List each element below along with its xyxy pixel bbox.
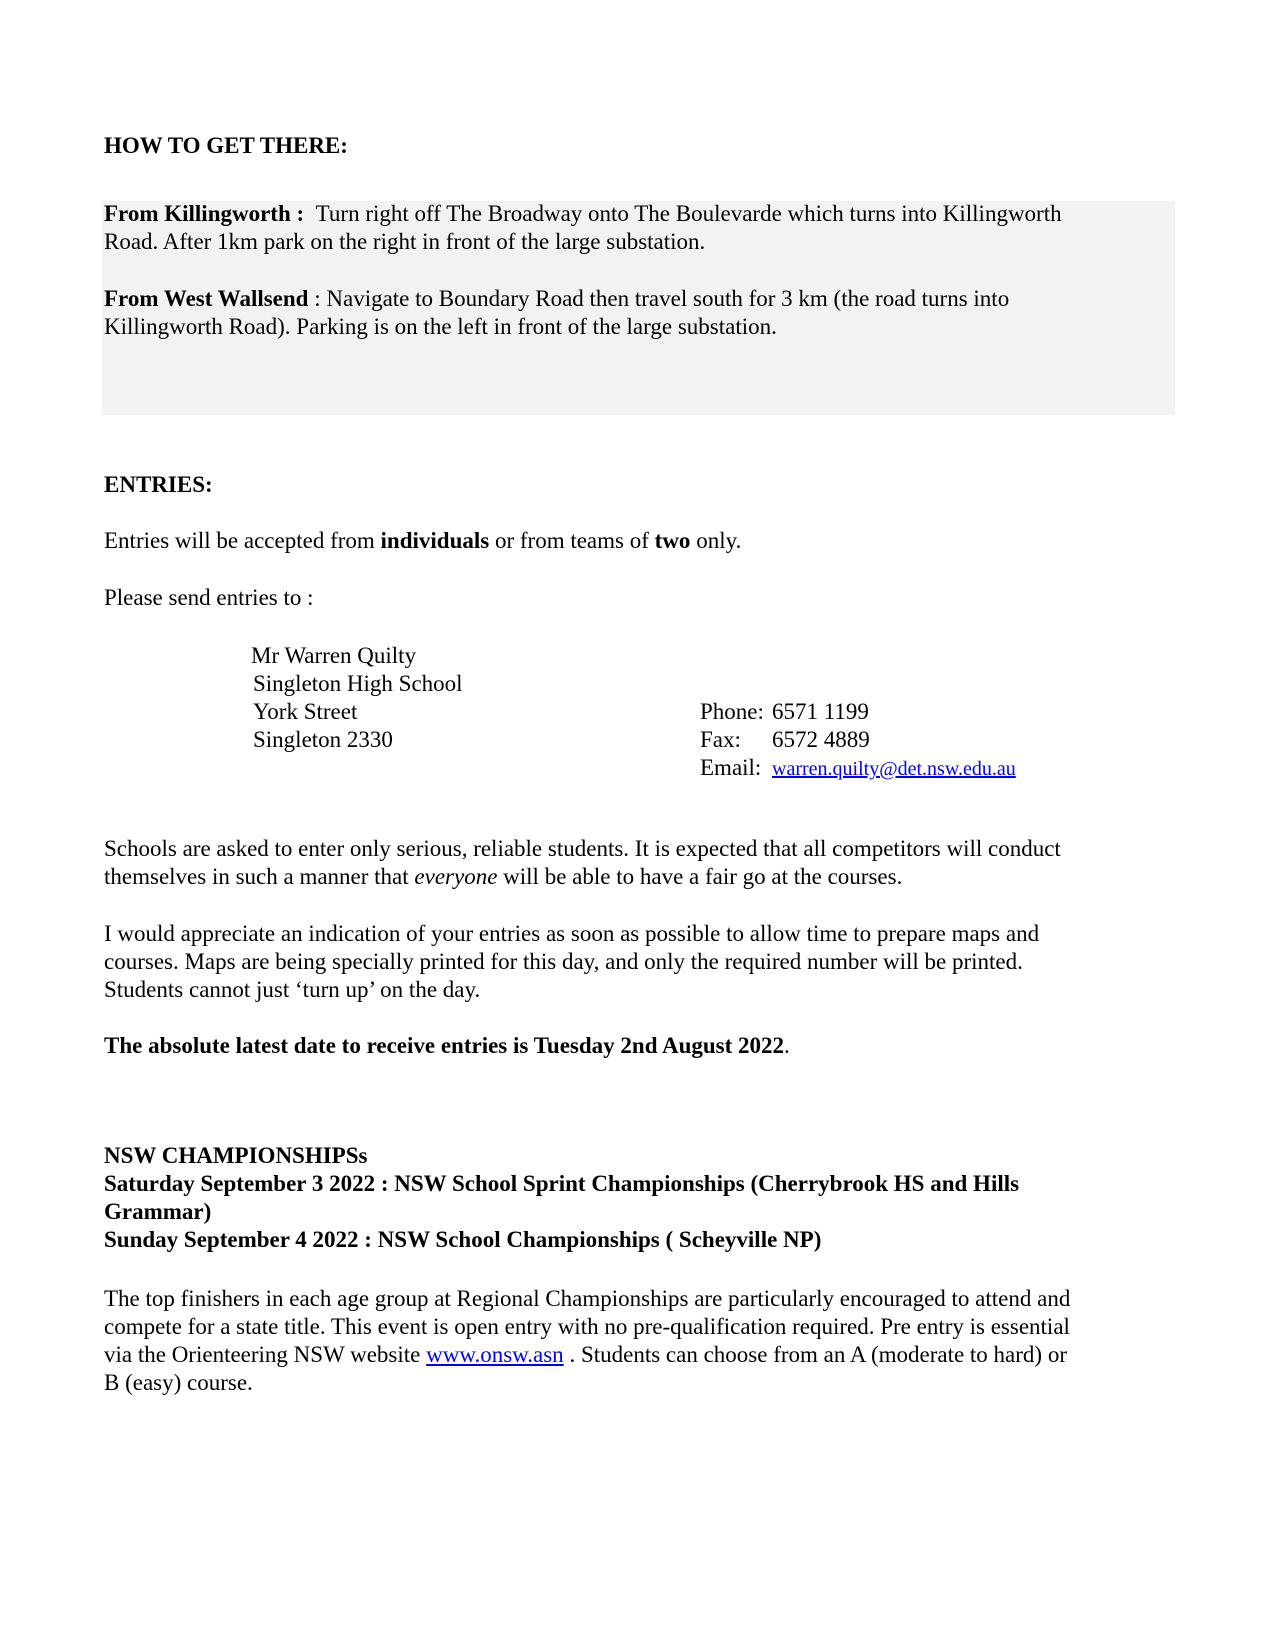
top-finishers-paragraph xyxy=(104,1285,1070,1397)
onsw-website-link[interactable]: www.onsw.asn xyxy=(426,1342,564,1367)
top-finishers-line3: via the Orienteering NSW website www.onsw.asn . Students can choose from an A (moderate to hard) or xyxy=(104,1342,1067,1367)
schools-paragraph xyxy=(104,835,1061,891)
fax-number: 6572 4889 xyxy=(772,727,870,752)
west-wallsend-line2: Killingworth Road). Parking is on the left in front of the large substation. xyxy=(104,314,777,339)
email-label: Email: xyxy=(700,755,762,780)
address-street: York Street xyxy=(253,699,358,724)
west-wallsend-directions xyxy=(104,285,1009,341)
address-town: Singleton 2330 xyxy=(253,727,393,752)
top-finishers-line2: compete for a state title. This event is open entry with no pre-qualification required. Pre entry is essential xyxy=(104,1314,1070,1339)
killingworth-label: From Killingworth : xyxy=(104,201,305,226)
west-wallsend-label: From West Wallsend xyxy=(104,286,309,311)
address-school: Singleton High School xyxy=(253,671,463,696)
schools-line2: themselves in such a manner that everyone will be able to have a fair go at the courses. xyxy=(104,864,903,889)
west-wallsend-line1: : Navigate to Boundary Road then travel south for 3 km (the road turns into xyxy=(314,286,1010,311)
top-finishers-line1: The top finishers in each age group at Regional Championships are particularly encouraged to attend and xyxy=(104,1286,1071,1311)
saturday-event-line1: Saturday September 3 2022 : NSW School Sprint Championships (Cherrybrook HS and Hills xyxy=(104,1171,1020,1196)
top-finishers-line4: B (easy) course. xyxy=(104,1370,253,1395)
killingworth-line1: Turn right off The Broadway onto The Boulevarde which turns into Killingworth xyxy=(315,201,1062,226)
entries-accepted: Entries will be accepted from individuals or from teams of two only. xyxy=(104,528,742,553)
appreciate-line1: I would appreciate an indication of your entries as soon as possible to allow time to prepare maps and xyxy=(104,921,1040,946)
phone-number: 6571 1199 xyxy=(772,699,869,724)
appreciate-line2: courses. Maps are being specially printed for this day, and only the required number will be printed. xyxy=(104,949,1023,974)
saturday-event-line2: Grammar) xyxy=(104,1199,212,1224)
fax-label: Fax: xyxy=(700,727,741,752)
contact-block xyxy=(700,698,1016,783)
how-to-heading: HOW TO GET THERE: xyxy=(104,133,348,158)
schools-line1: Schools are asked to enter only serious, reliable students. It is expected that all competitors will conduct xyxy=(104,836,1061,861)
appreciate-paragraph xyxy=(104,920,1039,1004)
nsw-heading: NSW CHAMPIONSHIPSs xyxy=(104,1143,368,1168)
phone-label: Phone: xyxy=(700,699,764,724)
address-name: Mr Warren Quilty xyxy=(251,643,417,668)
email-link[interactable]: warren.quilty@det.nsw.edu.au xyxy=(772,758,1016,780)
send-entries-text: Please send entries to : xyxy=(104,585,314,610)
killingworth-line2: Road. After 1km park on the right in front of the large substation. xyxy=(104,229,706,254)
sunday-event: Sunday September 4 2022 : NSW School Championships ( Scheyville NP) xyxy=(104,1227,822,1252)
deadline-text: The absolute latest date to receive entries is Tuesday 2nd August 2022. xyxy=(104,1033,790,1058)
nsw-championships-block xyxy=(104,1142,1019,1254)
address-block xyxy=(251,642,463,754)
entries-heading: ENTRIES: xyxy=(104,472,213,497)
appreciate-line3: Students cannot just ‘turn up’ on the day. xyxy=(104,977,481,1002)
killingworth-directions xyxy=(104,200,1062,256)
